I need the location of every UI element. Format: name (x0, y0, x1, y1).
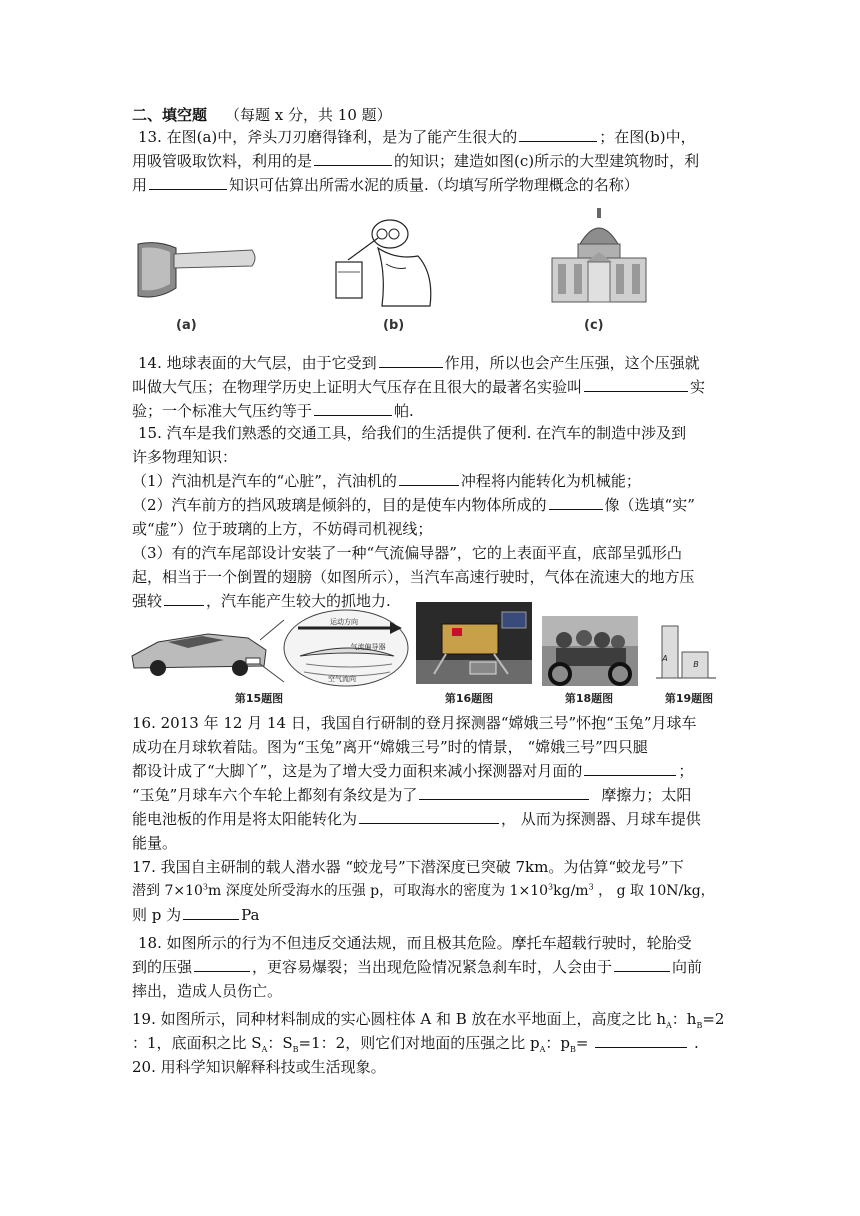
q17-line3 (132, 904, 732, 926)
fig15-caption: 第15题图 (234, 692, 284, 705)
q16-blank3[interactable] (359, 809, 499, 824)
q18-text: 向前 (672, 958, 703, 976)
q13-text: 用吸管吸取饮料，利用的是 (132, 152, 313, 170)
q16-text: 摩擦力；太阳 (601, 786, 692, 804)
arrow-label: 运动方向 (330, 618, 358, 626)
q19-subscript: A (261, 1045, 268, 1054)
q19-text: . (689, 1034, 699, 1052)
q16-line1: 16. 2013 年 12 月 14 日，我国自行研制的登月探测器“嫦娥三号”怀抱“玉兔”月球车 (132, 714, 697, 732)
q19-text: 19. 如图所示，同种材料制成的实心圆柱体 A 和 B 放在水平地面上，高度之比 h (132, 1010, 666, 1028)
cylinder-a-label: A (662, 654, 668, 663)
q19-text: =2 (702, 1010, 725, 1028)
q15-text: 像（选填“实” (604, 496, 695, 514)
q17-text: Pa (241, 906, 260, 924)
q16-text: “玉兔”月球车六个车轮上都刻有条纹是为了 (132, 786, 418, 804)
q13-line3 (132, 174, 732, 196)
q18-blank2[interactable] (614, 957, 670, 972)
q17-text: ， g 取 10N/kg， (593, 883, 715, 899)
q17-exponent: 3 (202, 882, 208, 892)
fig19-caption: 第19题图 (664, 692, 714, 705)
q19-subscript: A (665, 1021, 672, 1030)
q18-line2 (132, 956, 732, 978)
q14-text: 作用，所以也会产生压强，这个压强就 (444, 354, 700, 372)
q19-line2 (132, 1032, 732, 1054)
q17-text: m 深度处所受海水的压强 p，可取海水的密度为 1×10 (208, 883, 549, 899)
q17-blank1[interactable] (183, 905, 239, 920)
q19-subscript: A (539, 1045, 546, 1054)
q19-text: =1：2，则它们对地面的压强之比 p (298, 1034, 540, 1052)
q13-blank3[interactable] (149, 175, 227, 190)
q15-line5: 或“虚”）位于玻璃的上方，不妨碍司机视线； (132, 520, 433, 538)
q19-subscript: B (696, 1021, 703, 1030)
q19-subscript: B (569, 1045, 576, 1054)
motorcycle-photo (542, 616, 638, 686)
q14-blank3[interactable] (314, 401, 392, 416)
q14-text: 验；一个标准大气压约等于 (132, 402, 313, 420)
q17-exponent: 3 (548, 882, 554, 892)
q15-line2: 许多物理知识： (132, 448, 238, 466)
fig-a-label: (a) (176, 318, 197, 333)
q17-line2 (132, 880, 732, 902)
q15-text: （2）汽车前方的挡风玻璃是倾斜的，目的是使车内物体所成的 (132, 496, 547, 514)
q15-text: 冲程将内能转化为机械能； (460, 472, 641, 490)
q13-blank2[interactable] (314, 151, 392, 166)
q18-line3: 摔出，造成人员伤亡。 (132, 982, 283, 1000)
q14-text: 帕. (394, 402, 414, 420)
q14-line1 (138, 352, 738, 374)
q14-blank1[interactable] (379, 353, 443, 368)
airflow-label: 空气流向 (328, 675, 356, 683)
q16-blank2[interactable] (419, 785, 589, 800)
q14-text: 14. 地球表面的大气层，由于它受到 (138, 354, 377, 372)
q15-blank2[interactable] (549, 495, 603, 510)
q13-text: 13. 在图(a)中，斧头刀刃磨得锋利，是为了能产生很大的 (138, 128, 518, 146)
q16-text: 都设计成了“大脚丫”，这是为了增大受力面积来减小探测器对月面的 (132, 762, 583, 780)
sports-car-illustration (128, 616, 270, 680)
building-illustration (546, 208, 652, 312)
q18-text: 到的压强 (132, 958, 193, 976)
q17-text: kg/m (553, 883, 589, 899)
q16-text: ， 从而为探测器、月球车提供 (501, 810, 701, 828)
q19-text: ：1，底面积之比 S (132, 1034, 262, 1052)
q15-line3 (132, 470, 732, 492)
q18-text: ，更容易爆裂；当出现危险情况紧急刹车时，人会由于 (252, 958, 613, 976)
q15-line7: 起，相当于一个倒置的翅膀（如图所示），当汽车高速行驶时，气体在流速大的地方压 (132, 568, 695, 586)
deflector-label: 气流偏导器 (350, 643, 386, 651)
q18-blank1[interactable] (194, 957, 250, 972)
straw-drinking-illustration (326, 214, 438, 314)
section-title: 二、填空题 (132, 106, 208, 124)
q19-line1 (132, 1008, 732, 1030)
q19-blank1[interactable] (595, 1033, 687, 1048)
q15-text: ，汽车能产生较大的抓地力. (206, 592, 391, 610)
fig-b-label: (b) (383, 318, 405, 333)
cylinder-b-label: B (693, 660, 699, 669)
q19-text: ：p (545, 1034, 570, 1052)
q16-line5 (132, 808, 732, 830)
q13-line1 (138, 126, 738, 148)
q17-line1: 17. 我国自主研制的载人潜水器 “蛟龙号”下潜深度已突破 7km。为估算“蛟龙号”下 (132, 858, 684, 876)
q19-subscript: B (292, 1045, 299, 1054)
q13-line2 (132, 150, 732, 172)
q13-text: 知识可估算出所需水泥的质量.（均填写所学物理概念的名称） (229, 176, 639, 194)
q13-text: 的知识；建造如图(c)所示的大型建筑物时，利 (394, 152, 700, 170)
q15-blank1[interactable] (399, 471, 459, 486)
fig-c-label: (c) (584, 318, 604, 333)
q20-line1: 20. 用科学知识解释科技或生活现象。 (132, 1058, 386, 1076)
lunar-lander-photo (416, 602, 532, 684)
q14-text: 实 (690, 378, 706, 396)
q13-blank1[interactable] (519, 127, 597, 142)
q15-line4 (132, 494, 732, 516)
q16-line4 (132, 784, 732, 806)
q19-text: = (575, 1034, 594, 1052)
q14-blank2[interactable] (584, 377, 688, 392)
fig18-caption: 第18题图 (564, 692, 614, 705)
fig16-caption: 第16题图 (444, 692, 494, 705)
q19-text: ：h (671, 1010, 697, 1028)
q16-text: 能电池板的作用是将太阳能转化为 (132, 810, 358, 828)
q14-line3 (132, 400, 732, 422)
axe-illustration (136, 238, 260, 302)
q13-text: ；在图(b)中， (599, 128, 696, 146)
q17-exponent: 3 (588, 882, 594, 892)
q18-line1: 18. 如图所示的行为不但违反交通法规，而且极其危险。摩托车超载行驶时，轮胎受 (138, 934, 692, 952)
q15-blank3[interactable] (164, 591, 204, 606)
section-hint: （每题 x 分，共 10 题） (225, 106, 392, 124)
q17-text: 则 p 为 (132, 906, 182, 924)
q16-blank1[interactable] (584, 761, 676, 776)
q14-line2 (132, 376, 732, 398)
q15-line6: （3）有的汽车尾部设计安装了一种“气流偏导器”，它的上表面平直，底部呈弧形凸 (132, 544, 682, 562)
q17-text: 潜到 7×10 (132, 883, 203, 899)
q15-line1: 15. 汽车是我们熟悉的交通工具，给我们的生活提供了便利. 在汽车的制造中涉及到 (138, 424, 687, 442)
q15-text: 强较 (132, 592, 163, 610)
q13-text: 用 (132, 176, 148, 194)
q16-line6: 能量。 (132, 834, 178, 852)
q16-text: ； (678, 762, 694, 780)
q16-line3 (132, 760, 732, 782)
q16-line2: 成功在月球软着陆。图为“玉兔”离开“嫦娥三号”时的情景， “嫦娥三号”四只腿 (132, 738, 648, 756)
q14-text: 叫做大气压；在物理学历史上证明大气压存在且很大的最著名实验叫 (132, 378, 583, 396)
q15-text: （1）汽油机是汽车的“心脏”，汽油机的 (132, 472, 397, 490)
q19-text: ：S (267, 1034, 293, 1052)
section-heading (132, 104, 732, 126)
